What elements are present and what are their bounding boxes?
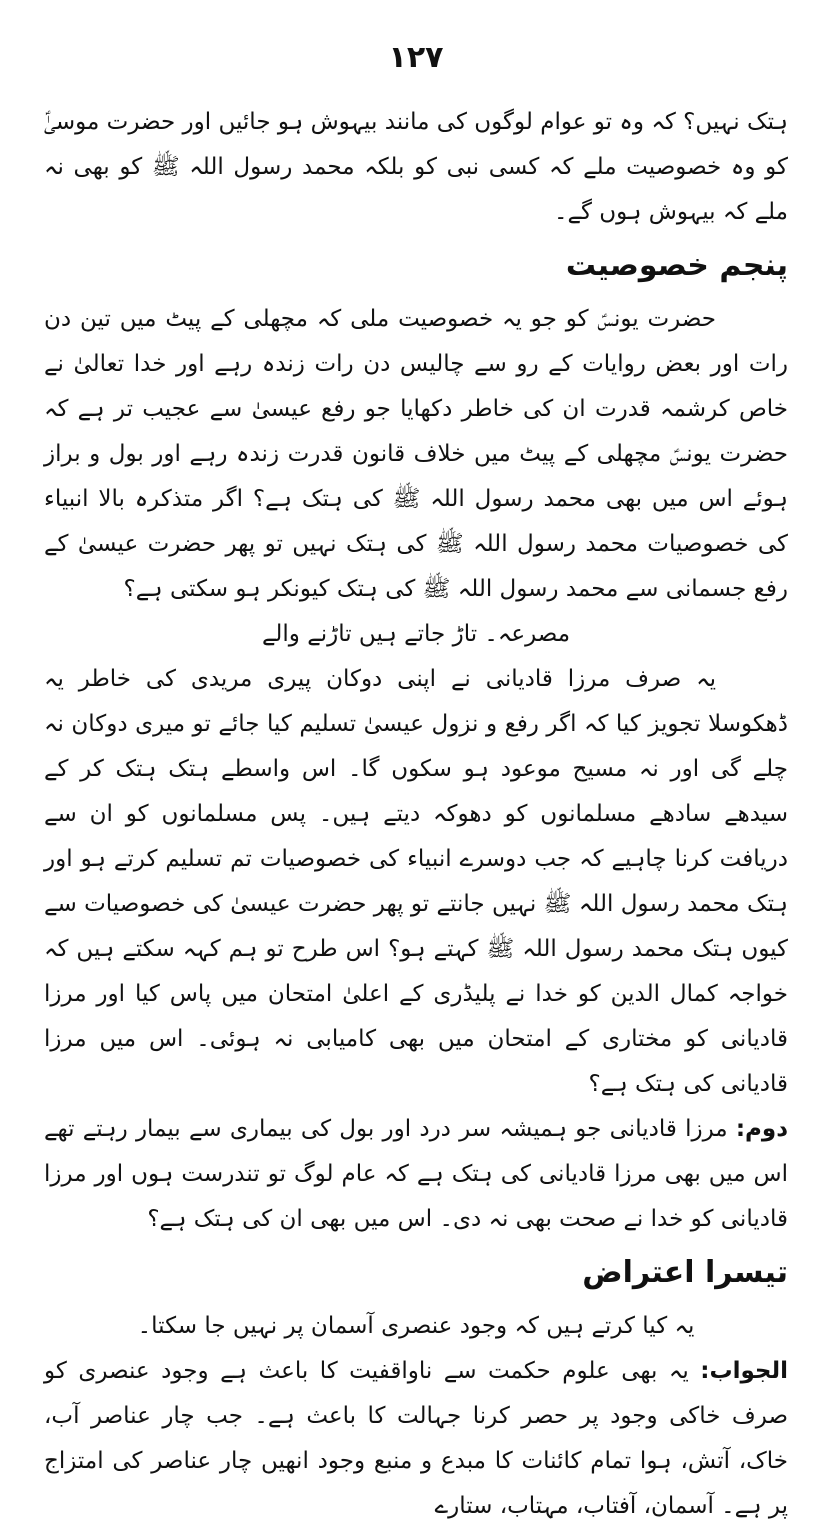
answer-label: الجواب: (700, 1358, 788, 1384)
paragraph-objection-statement: یہ کیا کرتے ہیں کہ وجود عنصری آسمان پر نہیں جا سکتا۔ (137, 1313, 695, 1339)
paragraph-second-text: مرزا قادیانی جو ہمیشہ سر درد اور بول کی بیماری سے بیمار رہتے تھے اس میں بھی مرزا قادیانی کی ہتک ہے کہ عام لوگ تو تندرست ہوں اور مرزا قادیانی کو خدا نے صحت بھی نہ دی۔ اس میں بھی ان کی ہتک ہے؟ (44, 1116, 788, 1232)
section-heading-fifth-distinction: پنجم خصوصیت (565, 248, 788, 283)
section-heading-third-objection: تیسرا اعتراض (582, 1255, 788, 1290)
verse-line: مصرعہ۔ تاڑ جاتے ہیں تاڑنے والے (261, 621, 571, 647)
paragraph-continued: ہتک نہیں؟ کہ وہ تو عوام لوگوں کی مانند بیہوش ہو جائیں اور حضرت موسیٰؑ کو وہ خصوصیت ملے کہ کسی نبی کو بلکہ محمد رسول اللہ ﷺ کو بھی نہ ملے کہ بیہوش ہوں گے۔ (44, 109, 788, 225)
page-body (44, 100, 788, 1529)
answer-text: یہ بھی علوم حکمت سے ناواقفیت کا باعث ہے وجود عنصری کو صرف خاکی وجود پر حصر کرنا جہالت کا باعث ہے۔ جب چار عناصر آب، خاک، آتش، ہوا تمام کائنات کا مبدع و منبع وجود انھیں چار عناصر کی امتزاج پر ہے۔ آسمان، آفتاب، مہتاب، ستارے (44, 1358, 788, 1519)
paragraph-second (44, 1107, 788, 1242)
paragraph-yunus: حضرت یونسؑ کو جو یہ خصوصیت ملی کہ مچھلی کے پیٹ میں تین دن رات اور بعض روایات کے رو سے چالیس دن رات زندہ رہے اور خدا تعالیٰ نے خاص کرشمہ قدرت ان کی خاطر دکھایا جو رفع عیسیٰ سے عجیب تر ہے کہ حضرت یونسؑ مچھلی کے پیٹ میں خلاف قانون قدرت زندہ رہے اور بول و براز ہوئے اس میں بھی محمد رسول اللہ ﷺ کی ہتک ہے؟ اگر متذکرہ بالا انبیاء کی خصوصیات محمد رسول اللہ ﷺ کی ہتک نہیں تو پھر حضرت عیسیٰ کے رفع جسمانی سے محمد رسول اللہ ﷺ کی ہتک کیونکر ہو سکتی ہے؟ (44, 306, 788, 602)
paragraph-second-label: دوم: (735, 1116, 788, 1142)
page-number: ۱۲۷ (388, 40, 444, 75)
paragraph-mirza-shop: یہ صرف مرزا قادیانی نے اپنی دوکان پیری مریدی کی خاطر یہ ڈھکوسلا تجویز کیا کہ اگر رفع و نزول عیسیٰ تسلیم کیا جائے تو میری دوکان نہ چلے گی اور نہ مسیح موعود ہو سکوں گا۔ اس واسطے ہتک ہتک کر کے سیدھے سادھے مسلمانوں کو دھوکہ دیتے ہیں۔ پس مسلمانوں کو ان سے دریافت کرنا چاہیے کہ جب دوسرے انبیاء کی خصوصیات تم تسلیم کرتے ہو اور ہتک محمد رسول اللہ ﷺ نہیں جانتے تو پھر حضرت عیسیٰ کی خصوصیات سے کیوں ہتک محمد رسول اللہ ﷺ کہتے ہو؟ اس طرح تو ہم کہہ سکتے ہیں کہ خواجہ کمال الدین کو خدا نے پلیڈری کے اعلیٰ امتحان میں پاس کیا اور مرزا قادیانی کو مختاری کے امتحان میں بھی کامیابی نہ ہوئی۔ اس میں مرزا قادیانی کی ہتک ہے؟ (44, 666, 788, 1097)
paragraph-answer (44, 1349, 788, 1529)
